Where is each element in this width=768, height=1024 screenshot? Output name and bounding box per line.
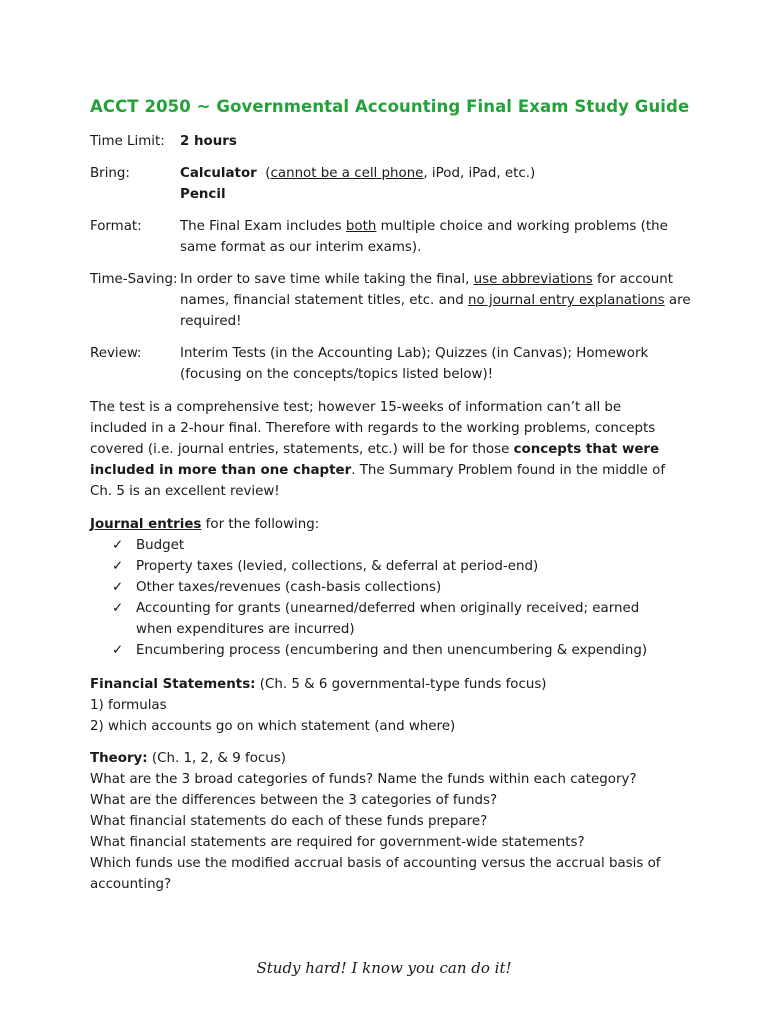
list-item: [112, 598, 672, 640]
theory-heading: Theory:: [90, 751, 148, 766]
format-text-1: The Final Exam includes: [180, 219, 346, 234]
bring-paren: (: [256, 166, 271, 181]
journal-heading-text: Journal entries: [90, 517, 202, 532]
time-limit-value: 2 hours: [180, 134, 237, 149]
journal-heading-rest: for the following:: [201, 517, 320, 532]
financial-line: 1) formulas: [90, 698, 167, 713]
journal-list: [112, 535, 672, 661]
format-value: [180, 216, 698, 258]
list-item: [112, 640, 672, 661]
format-text-2: multiple choice and working problems (the same format as our interim exams).: [180, 219, 668, 255]
list-item-text: Accounting for grants (unearned/deferred when originally received; earned when expenditures are incurred): [136, 601, 640, 637]
financial-heading-rest: (Ch. 5 & 6 governmental-type funds focus): [255, 677, 547, 692]
abbreviations-note: use abbreviations: [473, 272, 593, 287]
theory-question: What are the 3 broad categories of funds? Name the funds within each category?: [90, 772, 637, 787]
checkmark-icon: ✓: [112, 601, 124, 616]
financial-line: 2) which accounts go on which statement (and where): [90, 719, 456, 734]
calculator-item: Calculator: [180, 166, 257, 181]
checkmark-icon: ✓: [112, 643, 124, 658]
theory-question: Which funds use the modified accrual basis of accounting versus the accrual basis of accounting?: [90, 856, 661, 892]
intro-paragraph: [90, 397, 675, 502]
financial-heading: Financial Statements:: [90, 677, 256, 692]
no-phone-note: cannot be a cell phone: [270, 166, 424, 181]
intro-text-1: The test is a comprehensive test; however 15-weeks of information can’t all be included in a 2-hour final. Therefore with regards to the working problems, concepts covered (i.e. journal entries, statements, etc.) will be for those: [90, 400, 656, 457]
intro-bold: concepts that were included in more than one chapter: [90, 442, 660, 478]
closing-message: Study hard! I know you can do it!: [256, 959, 512, 977]
checkmark-icon: ✓: [112, 538, 124, 553]
theory-question: What financial statements do each of these funds prepare?: [90, 814, 488, 829]
bring-value: [180, 163, 698, 205]
time-saving-label: Time-Saving:: [90, 272, 178, 287]
list-item: [112, 577, 672, 598]
review-value: Interim Tests (in the Accounting Lab); Quizzes (in Canvas); Homework (focusing on the concepts/topics listed below)!: [180, 346, 649, 382]
list-item-text: Property taxes (levied, collections, & deferral at period-end): [136, 559, 539, 574]
time-limit-label: Time Limit:: [90, 134, 165, 149]
format-both: both: [345, 219, 377, 234]
time-saving-text-3: are required!: [180, 293, 691, 329]
time-saving-text-2: for account names, financial statement titles, etc. and: [180, 272, 673, 308]
checkmark-icon: ✓: [112, 580, 124, 595]
list-item-text: Other taxes/revenues (cash-basis collections): [136, 580, 442, 595]
no-explanations-note: no journal entry explanations: [468, 293, 665, 308]
format-label: Format:: [90, 219, 142, 234]
theory-question: What are the differences between the 3 categories of funds?: [90, 793, 498, 808]
time-saving-value: [180, 269, 698, 332]
review-label: Review:: [90, 346, 142, 361]
list-item-text: Budget: [136, 538, 185, 553]
theory-heading-rest: (Ch. 1, 2, & 9 focus): [147, 751, 286, 766]
list-item: [112, 556, 672, 577]
list-item-text: Encumbering process (encumbering and then unencumbering & expending): [136, 643, 648, 658]
page-title: ACCT 2050 ~ Governmental Accounting Final Exam Study Guide: [90, 97, 690, 116]
theory-question: What financial statements are required for government-wide statements?: [90, 835, 585, 850]
theory-section: [90, 748, 675, 895]
checkmark-icon: ✓: [112, 559, 124, 574]
list-item: [112, 535, 672, 556]
bring-label: Bring:: [90, 166, 130, 181]
pencil-item: Pencil: [180, 187, 226, 202]
time-saving-text-1: In order to save time while taking the final,: [180, 272, 474, 287]
intro-text-2: . The Summary Problem found in the middle of Ch. 5 is an excellent review!: [90, 463, 666, 499]
bring-rest: , iPod, iPad, etc.): [423, 166, 536, 181]
journal-heading: [90, 514, 675, 535]
financial-section: [90, 674, 675, 737]
